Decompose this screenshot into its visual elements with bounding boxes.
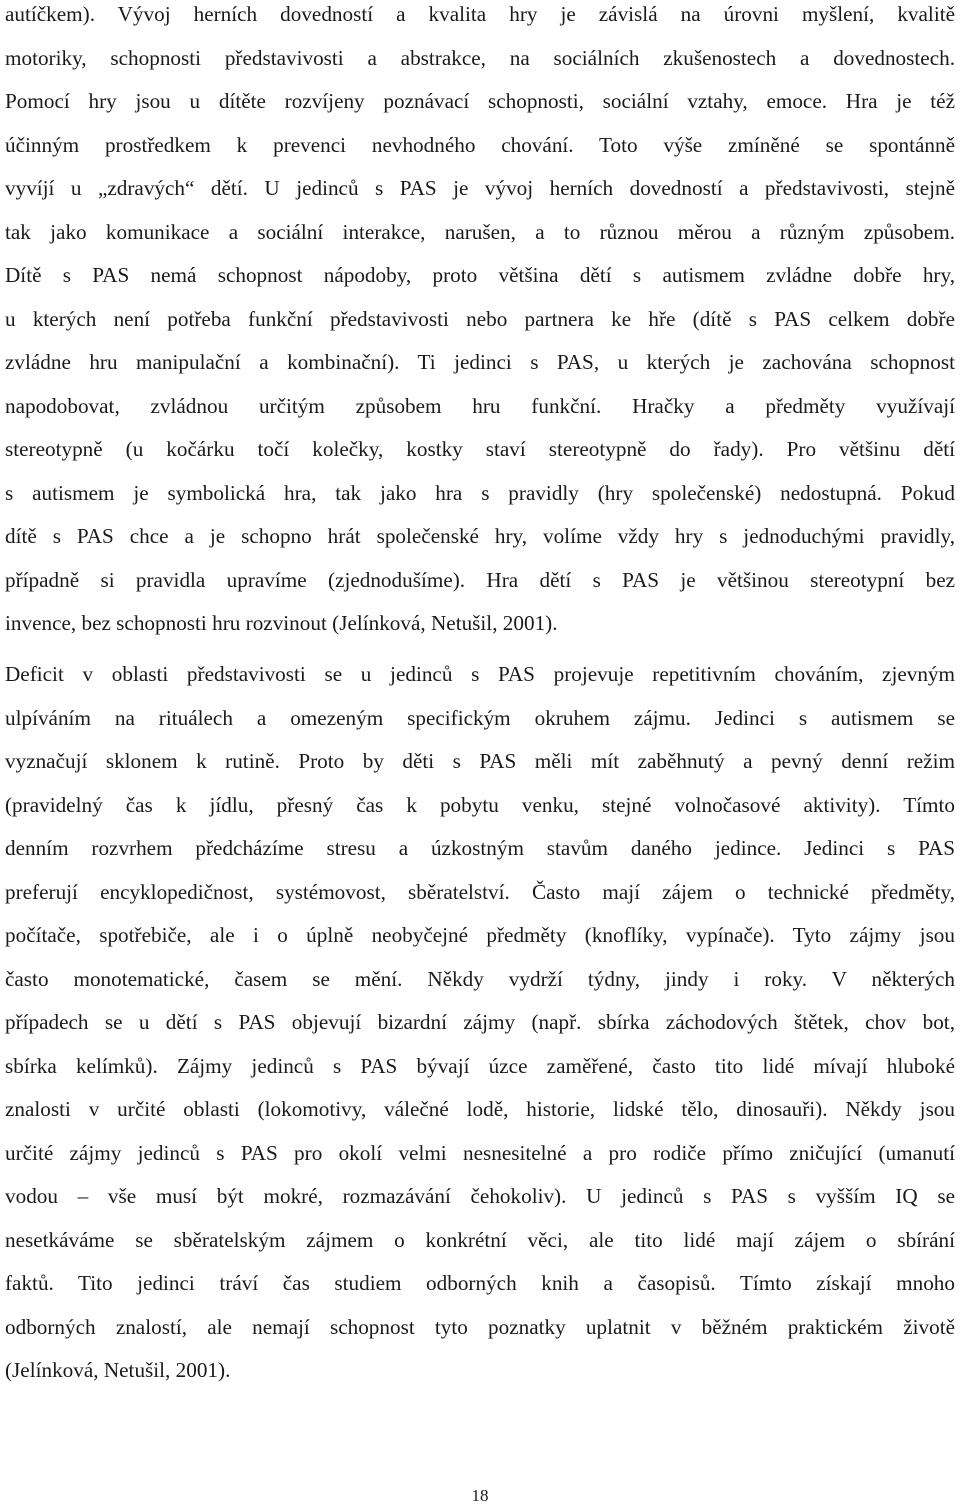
text-line: nesetkáváme se sběratelským zájmem o konkrétní věci, ale tito lidé mají zájem o sbírání [5, 1227, 955, 1252]
text-line: vodou – vše musí být mokré, rozmazávání čehokoliv). U jedinců s PAS s vyšším IQ se [5, 1184, 955, 1208]
text-line: vyznačují sklonem k rutině. Proto by děti s PAS měli mít zaběhnutý a pevný denní režim [5, 749, 955, 773]
text-line: (pravidelný čas k jídlu, přesný čas k pobytu venku, stejné volnočasové aktivity). Tímto [5, 792, 955, 817]
text-line: faktů. Tito jedinci tráví čas studiem odborných knih a časopisů. Tímto získají mnoho [5, 1271, 955, 1295]
text-line: zvládne hru manipulační a kombinační). Ti jedinci s PAS, u kterých je zachována schopnost [5, 350, 955, 374]
text-line: denním rozvrhem předcházíme stresu a úzkostným stavům daného jedince. Jedinci s PAS [5, 836, 955, 860]
text-line: preferují encyklopedičnost, systémovost, sběratelství. Často mají zájem o technické předměty, [5, 879, 955, 904]
text-line: dítě s PAS chce a je schopno hrát společenské hry, volíme vždy hry s jednoduchými pravidly, [5, 524, 955, 548]
text-line: počítače, spotřebiče, ale i o úplně neobyčejné předměty (knoflíky, vypínače). Tyto zájmy jsou [5, 923, 955, 947]
text-line: Deficit v oblasti představivosti se u jedinců s PAS projevuje repetitivním chováním, zjevným [5, 662, 955, 686]
text-line: (Jelínková, Netušil, 2001). [5, 1358, 231, 1382]
text-line: případně si pravidla upravíme (zjednodušíme). Hra dětí s PAS je většinou stereotypní bez [5, 567, 955, 592]
page-number: 18 [471, 1486, 489, 1505]
text-line: Pomocí hry jsou u dítěte rozvíjeny poznávací schopnosti, sociální vztahy, emoce. Hra je též [5, 89, 955, 113]
text-line: u kterých není potřeba funkční představivosti nebo partnera ke hře (dítě s PAS celkem dobře [5, 306, 955, 331]
text-line: napodobovat, zvládnou určitým způsobem hru funkční. Hračky a předměty využívají [5, 393, 955, 418]
text-line: Dítě s PAS nemá schopnost nápodoby, proto většina dětí s autismem zvládne dobře hry, [5, 263, 955, 287]
text-line: účinným prostředkem k prevenci nevhodného chování. Toto výše zmíněné se spontánně [5, 132, 955, 157]
text-line: vyvíjí u „zdravých“ dětí. U jedinců s PAS je vývoj herních dovedností a představivosti, stejně [5, 176, 955, 200]
paragraph-play-development [5, 0, 955, 646]
text-line: případech se u dětí s PAS objevují bizardní zájmy (např. sbírka záchodových štětek, chov bot, [5, 1010, 955, 1034]
paragraph-imagination-deficit [5, 653, 955, 1393]
text-line: znalosti v určité oblasti (lokomotivy, válečné lodě, historie, lidské tělo, dinosauři). Někdy jsou [5, 1097, 955, 1121]
text-line: stereotypně (u kočárku točí kolečky, kostky staví stereotypně do řady). Pro většinu dětí [5, 437, 955, 461]
text-line: invence, bez schopnosti hru rozvinout (Jelínková, Netušil, 2001). [5, 611, 558, 635]
text-line: tak jako komunikace a sociální interakce, narušen, a to různou měrou a různým způsobem. [5, 219, 955, 244]
text-line: motoriky, schopnosti představivosti a abstrakce, na sociálních zkušenostech a dovednostech. [5, 45, 955, 70]
text-line: odborných znalostí, ale nemají schopnost tyto poznatky uplatnit v běžném praktickém životě [5, 1314, 955, 1339]
text-line: určité zájmy jedinců s PAS pro okolí velmi nesnesitelné a pro rodiče přímo zničující (umanutí [5, 1140, 955, 1165]
text-line: sbírka kelímků). Zájmy jedinců s PAS bývají úzce zaměřené, často tito lidé mívají hluboké [5, 1053, 955, 1078]
text-line: často monotematické, časem se mění. Někdy vydrží týdny, jindy i roky. V některých [5, 966, 955, 991]
text-line: ulpíváním na rituálech a omezeným specifickým okruhem zájmu. Jedinci s autismem se [5, 705, 955, 730]
text-line: s autismem je symbolická hra, tak jako hra s pravidly (hry společenské) nedostupná. Pokud [5, 480, 955, 505]
text-line: autíčkem). Vývoj herních dovedností a kvalita hry je závislá na úrovni myšlení, kvalitě [5, 2, 955, 26]
